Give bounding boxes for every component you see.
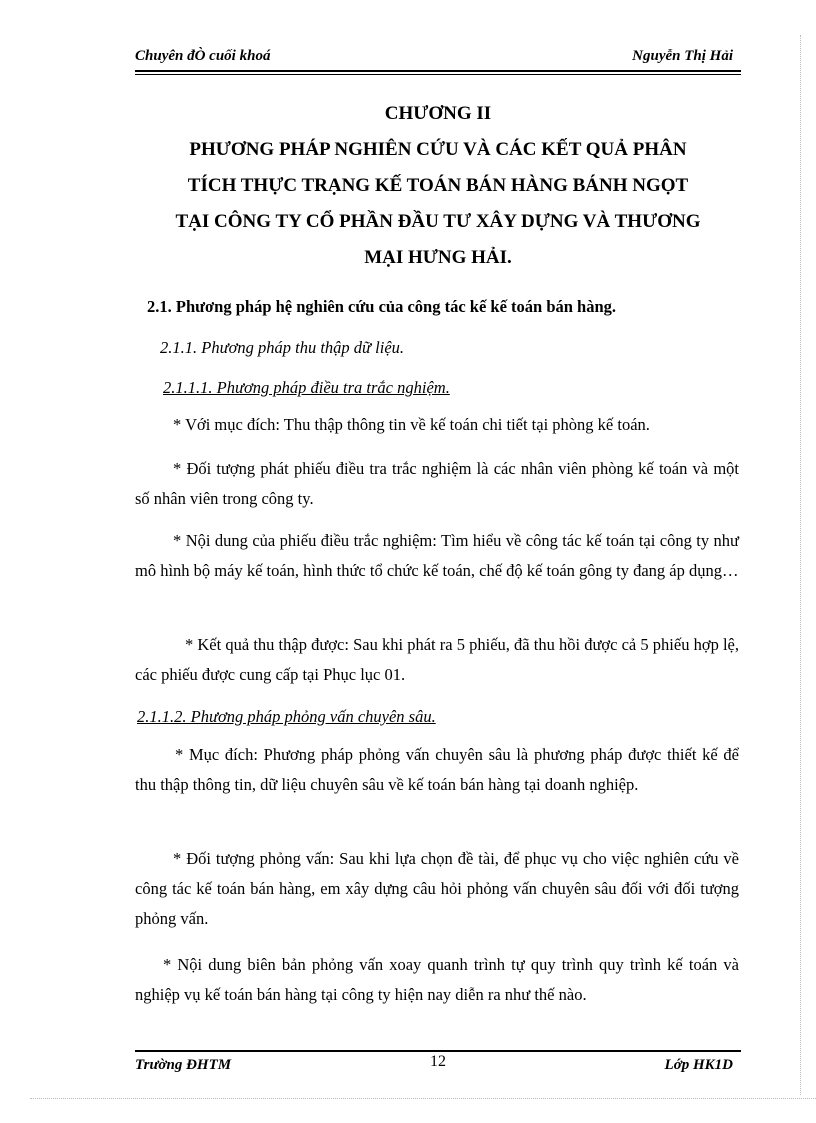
header-rule (135, 70, 741, 72)
paragraph-5-text: * Mục đích: Phương pháp phỏng vấn chuyên sâu là phương pháp được thiết kế để thu thập thông tin, dữ liệu chuyên sâu về kế toán bán hàng tại doanh nghiệp. (135, 745, 739, 794)
title-line-4: TẠI CÔNG TY CỔ PHẦN ĐẦU TƯ XÂY DỰNG VÀ THƯƠNG (175, 211, 701, 232)
title-line-5: MẠI HƯNG HẢI. (364, 247, 512, 268)
title-line-1: CHƯƠNG II (384, 103, 492, 124)
footer-right: Lớp HK1D (664, 1057, 733, 1073)
paragraph-3 (135, 526, 739, 586)
paragraph-4-text: * Kết quả thu thập được: Sau khi phát ra 5 phiếu, đã thu hồi được cả 5 phiếu hợp lệ, các phiếu được cung cấp tại Phục lục 01. (135, 635, 739, 684)
title-line-3: TÍCH THỰC TRẠNG KẾ TOÁN BÁN HÀNG BÁNH NGỌT (187, 175, 689, 196)
paragraph-6 (135, 844, 739, 934)
page-header (135, 48, 741, 70)
footer-left: Trường ĐHTM (135, 1057, 232, 1073)
right-margin-guide (800, 35, 802, 1095)
paragraph-2 (135, 454, 739, 514)
paragraph-4 (135, 630, 739, 690)
section-heading: 2.1. Phương pháp hệ nghiên cứu của công tác kế kế toán bán hàng. (147, 297, 617, 316)
paragraph-5 (135, 740, 739, 800)
page-number: 12 (430, 1053, 446, 1070)
title-line-2: PHƯƠNG PHÁP NGHIÊN CỨU VÀ CÁC KẾT QUẢ PHÂN (189, 139, 687, 160)
subsection-heading: 2.1.1. Phương pháp thu thập dữ liệu. (160, 338, 405, 357)
footer-rule (135, 1050, 741, 1052)
page-footer (135, 1053, 741, 1077)
sub-subsection-b: 2.1.1.2. Phương pháp phỏng vấn chuyên sâu. (137, 707, 436, 726)
header-left: Chuyên đÒ cuối khoá (135, 48, 271, 64)
chapter-title (135, 96, 741, 276)
paragraph-1 (135, 410, 739, 440)
header-rule-thin (135, 74, 741, 75)
paragraph-7-text: * Nội dung biên bản phỏng vấn xoay quanh trình tự quy trình quy trình kế toán và nghiệp vụ kế toán bán hàng tại công ty hiện nay diễn ra như thế nào. (135, 955, 739, 1004)
bottom-margin-guide (30, 1098, 816, 1099)
paragraph-2-text: * Đối tượng phát phiếu điều tra trắc nghiệm là các nhân viên phòng kế toán và một số nhân viên trong công ty. (135, 459, 739, 508)
sub-subsection-a: 2.1.1.1. Phương pháp điều tra trắc nghiệm. (163, 378, 450, 397)
paragraph-1-text: * Với mục đích: Thu thập thông tin về kế toán chi tiết tại phòng kế toán. (173, 415, 650, 434)
paragraph-7 (135, 950, 739, 1010)
header-right: Nguyễn Thị Hải (632, 48, 733, 64)
paragraph-3-text: * Nội dung của phiếu điều trắc nghiệm: Tìm hiểu về công tác kế toán tại công ty như mô hình bộ máy kế toán, hình thức tổ chức kế toán, chế độ kế toán gông ty đang áp dụng… (135, 531, 739, 580)
paragraph-6-text: * Đối tượng phỏng vấn: Sau khi lựa chọn đề tài, để phục vụ cho việc nghiên cứu về công tác kế toán bán hàng, em xây dựng câu hỏi phỏng vấn chuyên sâu đối với đối tượng phỏng vấn. (135, 849, 739, 928)
